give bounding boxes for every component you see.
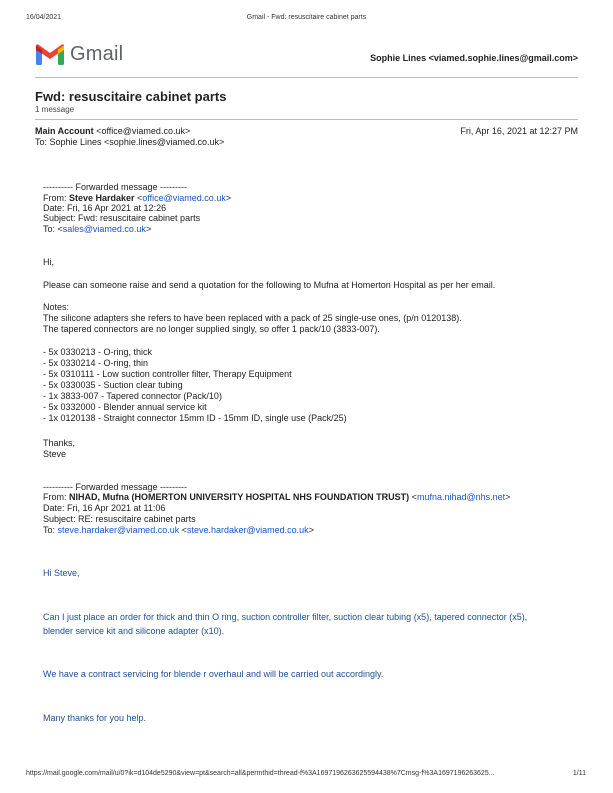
- fwd2-para2: We have a contract servicing for blende r overhaul and will be carried out accordingly.: [43, 669, 384, 679]
- fwd1-notes-label: Notes:: [43, 302, 70, 312]
- fwd2-to-label: To:: [43, 525, 58, 535]
- fwd2-para1-line1: Can I just place an order for thick and thin O ring, suction controller filter, suction clear tubing (x5), tapered connector (x5),: [43, 612, 528, 622]
- fwd1-header: ---------- Forwarded message ---------: [43, 182, 187, 192]
- sender-name: Main Account: [35, 126, 94, 136]
- fwd2-from-email-link[interactable]: mufna.nihad@nhs.net: [416, 492, 506, 502]
- gmail-wordmark: Gmail: [70, 43, 124, 65]
- list-item: - 5x 0332000 - Blender annual service kit: [43, 402, 207, 412]
- list-item: - 5x 0330214 - O-ring, thin: [43, 358, 149, 368]
- list-item: - 5x 0330035 - Suction clear tubing: [43, 380, 183, 390]
- print-page-number: 1/11: [572, 770, 586, 777]
- list-item: - 5x 0310111 - Low suction controller filter, Therapy Equipment: [43, 369, 292, 379]
- fwd1-item-list: [43, 347, 347, 424]
- fwd2-from-label: From:: [43, 492, 69, 502]
- fwd1-from-name: Steve Hardaker: [69, 193, 135, 203]
- list-item: - 1x 3833-007 - Tapered connector (Pack/10): [43, 391, 222, 401]
- fwd1-note-2: The tapered connectors are no longer supplied singly, so offer 1 pack/10 (3833-007).: [43, 324, 380, 334]
- fwd1-bracket-close: >: [225, 193, 232, 203]
- fwd2-greeting: Hi Steve,: [43, 568, 80, 578]
- fwd2-para1-line2: blender service kit and silicone adapter (x10).: [43, 626, 225, 636]
- fwd2-date: Date: Fri, 16 Apr 2021 at 11:06: [43, 503, 166, 513]
- fwd1-thanks: Thanks,: [43, 438, 76, 448]
- fwd1-to-email-link[interactable]: sales@viamed.co.uk: [62, 224, 146, 234]
- fwd2-to-email-link-2[interactable]: steve.hardaker@viamed.co.uk: [186, 525, 309, 535]
- fwd2-from: [43, 492, 510, 503]
- print-footer-url: https://mail.google.com/mail/u/0?ik=d104de5290&view=pt&search=all&permthid=thread-f%3A1697196263625594438%7Cmsg-f%3A1697196263625...: [26, 770, 495, 777]
- message-date: Fri, Apr 16, 2021 at 12:27 PM: [460, 126, 578, 136]
- list-item: - 5x 0330213 - O-ring, thick: [43, 347, 153, 357]
- fwd1-from-email-link[interactable]: office@viamed.co.uk: [142, 193, 226, 203]
- fwd1-note-1: The silicone adapters she refers to have been replaced with a pack of 25 single-use ones, (p/n 0120138).: [43, 313, 462, 323]
- list-item: - 1x 0120138 - Straight connector 15mm ID - 15mm ID, single use (Pack/25): [43, 413, 347, 423]
- fwd1-intro: Please can someone raise and send a quotation for the following to Mufna at Homerton Hospital as per her email.: [43, 280, 496, 290]
- fwd1-to-label: To: <: [43, 224, 63, 234]
- account-label: Sophie Lines <viamed.sophie.lines@gmail.com>: [370, 53, 578, 63]
- fwd2-bracket-open: <: [409, 492, 417, 502]
- message-count: 1 message: [35, 105, 75, 114]
- gmail-logo: [35, 43, 123, 66]
- fwd1-signature: Steve: [43, 449, 67, 459]
- fwd2-to: [43, 525, 314, 536]
- sender-email: <office@viamed.co.uk>: [96, 126, 191, 136]
- fwd1-to-close: >: [145, 224, 152, 234]
- fwd1-from-label: From:: [43, 193, 69, 203]
- gmail-m-icon: [35, 43, 65, 66]
- fwd1-greeting: Hi,: [43, 257, 54, 267]
- fwd2-para3: Many thanks for you help.: [43, 713, 147, 723]
- header-divider: [35, 77, 578, 78]
- subject-divider: [35, 119, 578, 120]
- fwd1-subject: Subject: Fwd: resuscitaire cabinet parts: [43, 213, 201, 223]
- fwd2-subject: Subject: RE: resuscitaire cabinet parts: [43, 514, 196, 524]
- thread-subject: Fwd: resuscitaire cabinet parts: [35, 89, 227, 104]
- print-date: 16/04/2021: [26, 14, 62, 21]
- fwd2-header: ---------- Forwarded message ---------: [43, 482, 187, 492]
- fwd1-to: [43, 224, 151, 235]
- fwd1-bracket-open: <: [134, 193, 143, 203]
- fwd2-to-email-link[interactable]: steve.hardaker@viamed.co.uk: [57, 525, 180, 535]
- message-to: To: Sophie Lines <sophie.lines@viamed.co.uk>: [35, 137, 225, 147]
- fwd2-from-name: NIHAD, Mufna (HOMERTON UNIVERSITY HOSPITAL NHS FOUNDATION TRUST): [69, 492, 410, 502]
- fwd2-to-bracket-open: <: [179, 525, 187, 535]
- message-from: [35, 126, 190, 137]
- fwd2-to-bracket-close: >: [308, 525, 314, 535]
- print-title: Gmail - Fwd: resuscitaire cabinet parts: [246, 14, 367, 21]
- fwd2-bracket-close: >: [505, 492, 511, 502]
- fwd1-date: Date: Fri, 16 Apr 2021 at 12:26: [43, 203, 167, 213]
